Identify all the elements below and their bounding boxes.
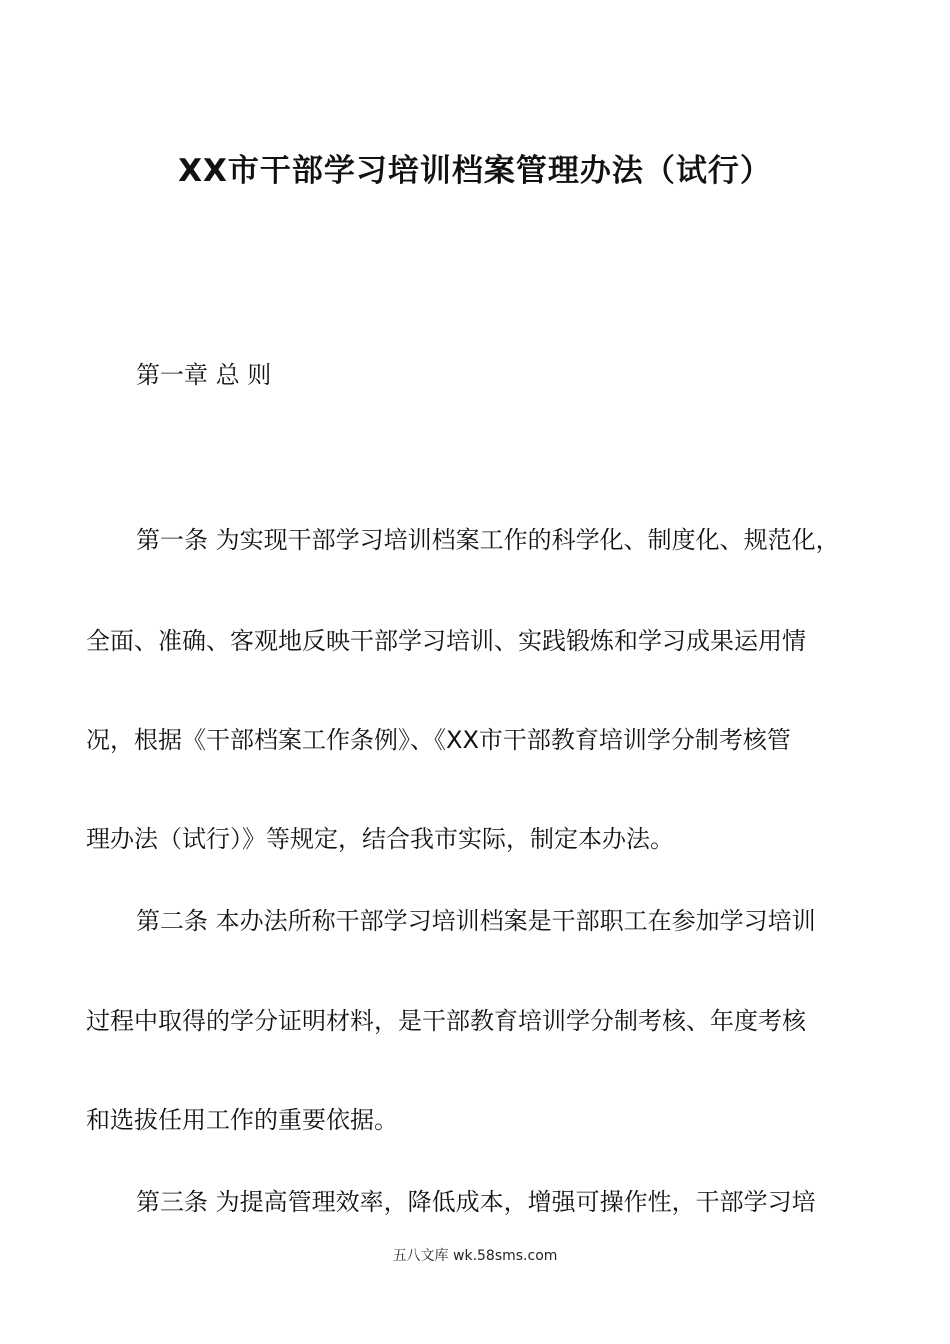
paragraph-line: 和选拔任用工作的重要依据。 (86, 1106, 398, 1134)
footer-watermark: 五八文库 wk.58sms.com (392, 1248, 558, 1264)
document-title: XX市干部学习培训档案管理办法（试行） (178, 153, 772, 189)
chapter-heading: 第一章 总 则 (136, 361, 272, 389)
paragraph-line: 况，根据《干部档案工作条例》、《XX市干部教育培训学分制考核管 (86, 726, 791, 754)
paragraph-line: 理办法（试行）》等规定，结合我市实际，制定本办法。 (86, 825, 674, 853)
paragraph-line: 第二条 本办法所称干部学习培训档案是干部职工在参加学习培训 (136, 907, 816, 935)
paragraph-line: 第一条 为实现干部学习培训档案工作的科学化、制度化、规范化， (136, 526, 840, 554)
paragraph-line: 第三条 为提高管理效率，降低成本，增强可操作性，干部学习培 (136, 1188, 816, 1216)
paragraph-line: 全面、准确、客观地反映干部学习培训、实践锻炼和学习成果运用情 (86, 627, 806, 655)
paragraph-line: 过程中取得的学分证明材料，是干部教育培训学分制考核、年度考核 (86, 1007, 806, 1035)
